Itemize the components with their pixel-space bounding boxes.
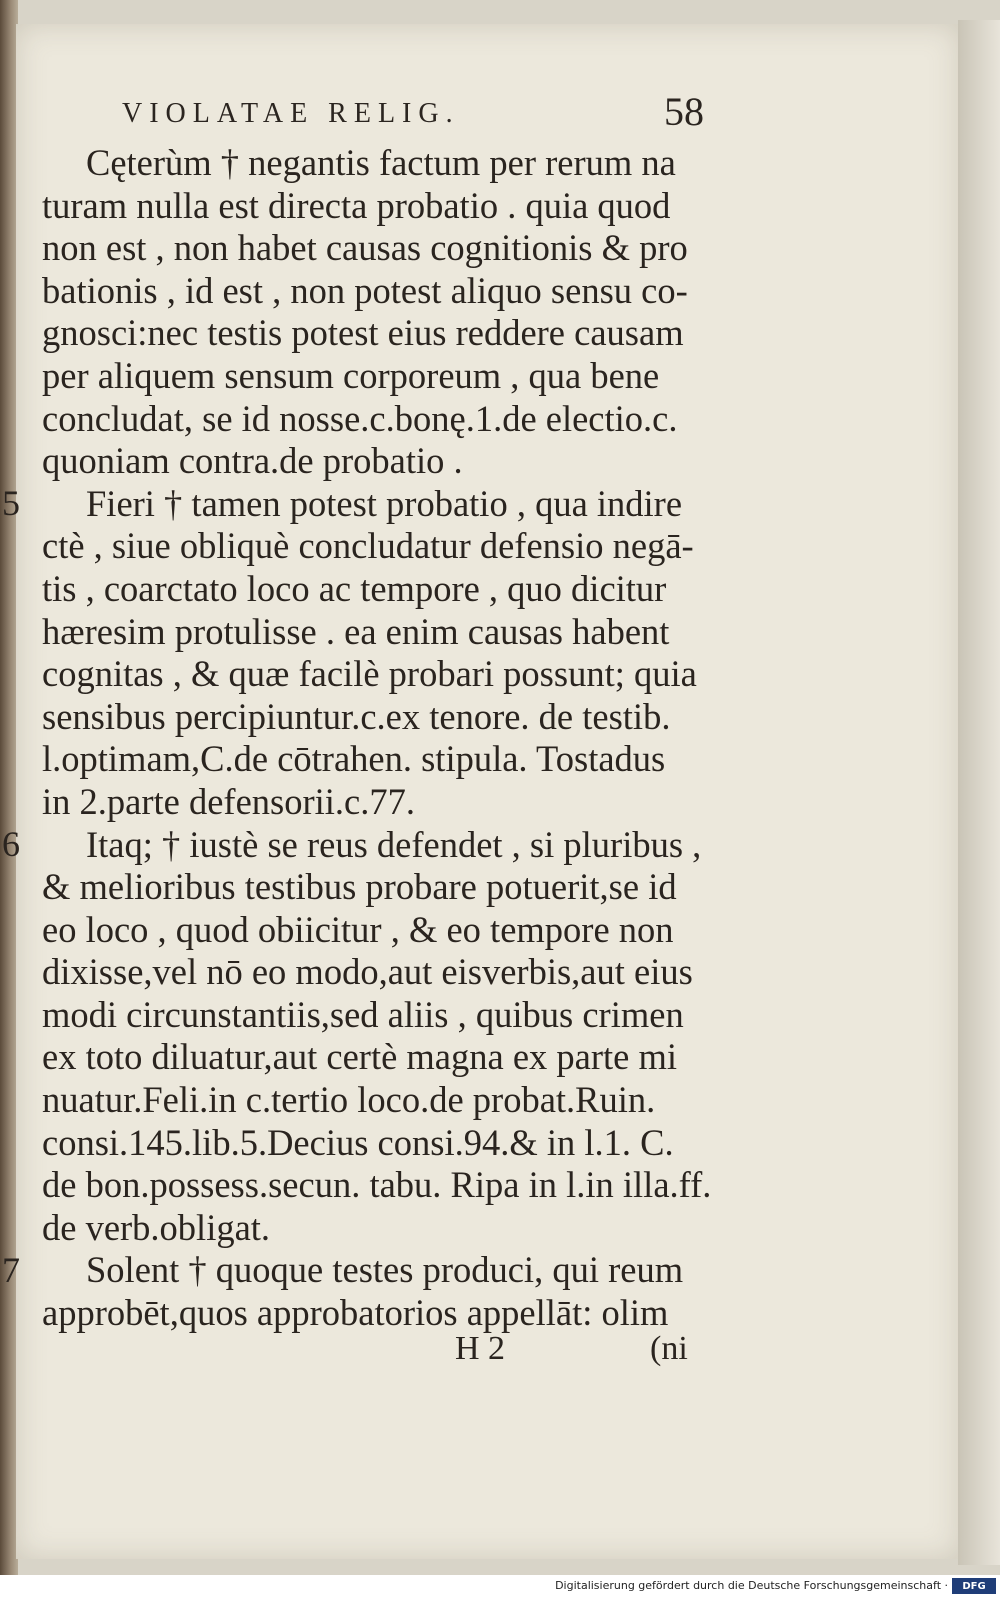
text-line: nuatur.Feli.in c.tertio loco.de probat.Ruin. xyxy=(42,1079,656,1121)
catchword: (ni xyxy=(650,1330,688,1367)
text-line: Fieri † tamen potest probatio , qua indire xyxy=(86,482,683,524)
text-line: bationis , id est , non potest aliquo sensu co- xyxy=(42,269,688,311)
page-footer xyxy=(90,1330,730,1380)
running-head: VIOLATAE RELIG. xyxy=(122,98,460,129)
text-line: ctè , siue obliquè concludatur defensio negā- xyxy=(42,525,694,567)
text-line: dixisse,vel nō eo modo,aut eisverbis,aut eius xyxy=(42,951,693,993)
text-line: sensibus percipiuntur.c.ex tenore. de testib. xyxy=(42,695,671,737)
text-line: ex toto diluatur,aut certè magna ex parte mi xyxy=(42,1036,678,1078)
text-line: tis , coarctato loco ac tempore , quo dicitur xyxy=(42,567,667,609)
page-fore-edge xyxy=(958,20,1000,1565)
text-line: eo loco , quod obiicitur , & eo tempore non xyxy=(42,908,674,950)
text-line: cognitas , & quæ facilè probari possunt; quia xyxy=(42,653,697,695)
credit-text: Digitalisierung gefördert durch die Deutsche Forschungsgemeinschaft · xyxy=(555,1579,948,1592)
text-line: quoniam contra.de probatio . xyxy=(42,440,463,482)
page-header xyxy=(0,88,1000,138)
text-line: approbēt,quos approbatorios appellāt: olim xyxy=(42,1292,669,1334)
text-line: Itaq; † iustè se reus defendet , si pluribus , xyxy=(86,823,702,865)
text-line: hæresim protulisse . ea enim causas habent xyxy=(42,610,670,652)
text-line: l.optimam,C.de cōtrahen. stipula. Tostadus xyxy=(42,738,666,780)
text-line: non est , non habet causas cognitionis & pro xyxy=(42,227,688,269)
text-line: de bon.possess.secun. tabu. Ripa in l.in illa.ff. xyxy=(42,1164,712,1206)
text-line: concludat, se id nosse.c.bonę.1.de electio.c. xyxy=(42,397,678,439)
signature-mark: H 2 xyxy=(455,1330,506,1367)
text-line: de verb.obligat. xyxy=(42,1206,271,1248)
text-line: gnosci:nec testis potest eius reddere causam xyxy=(42,312,684,354)
text-line: in 2.parte defensorii.c.77. xyxy=(42,780,415,822)
text-line: Cęterùm † negantis factum per rerum na xyxy=(86,142,676,183)
body-text xyxy=(42,142,732,1335)
dfg-logo-icon: DFG xyxy=(952,1578,996,1594)
text-line: & melioribus testibus probare potuerit,se id xyxy=(42,866,677,908)
text-line: Solent † quoque testes produci, qui reum xyxy=(86,1249,684,1291)
text-line: turam nulla est directa probatio . quia quod xyxy=(42,184,671,226)
page-number: 58 xyxy=(664,89,704,134)
credit-bar xyxy=(0,1575,1000,1598)
text-line: per aliquem sensum corporeum , qua bene xyxy=(42,354,660,396)
margin-number-5: 5 xyxy=(2,483,20,523)
margin-number-6: 6 xyxy=(2,824,20,864)
text-line: consi.145.lib.5.Decius consi.94.& in l.1. C. xyxy=(42,1121,674,1163)
margin-number-7: 7 xyxy=(2,1250,20,1290)
text-line: modi circunstantiis,sed aliis , quibus crimen xyxy=(42,993,684,1035)
